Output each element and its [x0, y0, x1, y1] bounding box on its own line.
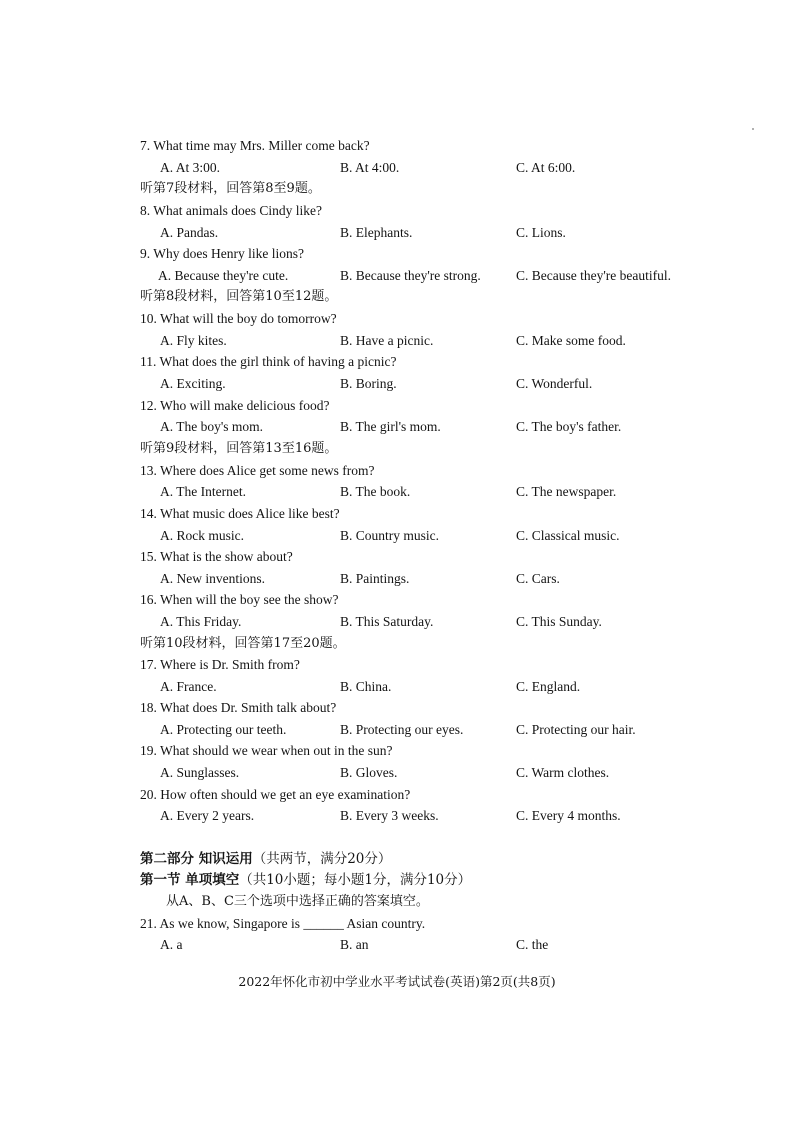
option-a: A. New inventions. [160, 571, 265, 586]
option-a: A. a [160, 937, 183, 952]
part-two-note: （共两节，满分20分） [252, 851, 392, 867]
part-two-heading [140, 849, 391, 869]
option-c: C. Warm clothes. [516, 765, 610, 780]
option-c: C. The newspaper. [516, 484, 617, 499]
options-16 [0, 612, 794, 632]
option-b: B. Because they're strong. [340, 268, 481, 283]
question-17: 17. Where is Dr. Smith from? [140, 657, 300, 672]
option-c: C. Because they're beautiful. [516, 268, 671, 283]
material-instruction-9: 听第9段材料，回答第13至16题。 [140, 441, 338, 456]
option-c: C. At 6:00. [516, 160, 576, 175]
question-20: 20. How often should we get an eye examination? [140, 787, 411, 802]
options-12 [0, 417, 794, 437]
options-18 [0, 720, 794, 740]
question-7: 7. What time may Mrs. Miller come back? [140, 138, 370, 153]
options-14 [0, 526, 794, 546]
option-b: B. The book. [340, 484, 411, 499]
options-19 [0, 763, 794, 783]
option-b: B. Boring. [340, 376, 397, 391]
options-11 [0, 374, 794, 394]
options-21 [0, 935, 794, 955]
option-a: A. Rock music. [160, 528, 244, 543]
option-b: B. This Saturday. [340, 614, 434, 629]
options-20 [0, 806, 794, 826]
option-b: B. Every 3 weeks. [340, 808, 439, 823]
option-c: C. The boy's father. [516, 419, 622, 434]
section-one-instruction: 从A、B、C三个选项中选择正确的答案填空。 [166, 894, 429, 909]
option-a: A. At 3:00. [160, 160, 221, 175]
option-a: A. Every 2 years. [160, 808, 255, 823]
options-15 [0, 569, 794, 589]
section-one-heading [140, 870, 471, 890]
part-two-title: 第二部分 知识运用 [140, 851, 253, 867]
question-14: 14. What music does Alice like best? [140, 506, 340, 521]
material-instruction-8: 听第8段材料，回答第10至12题。 [140, 289, 338, 304]
question-11: 11. What does the girl think of having a picnic? [140, 354, 397, 369]
option-b: B. The girl's mom. [340, 419, 441, 434]
section-one-note: （共10小题；每小题1分，满分10分） [239, 872, 472, 888]
option-a: A. Fly kites. [160, 333, 227, 348]
question-13: 13. Where does Alice get some news from? [140, 463, 375, 478]
section-one-title: 第一节 单项填空 [140, 872, 240, 888]
option-a: A. France. [160, 679, 217, 694]
page-footer: 2022年怀化市初中学业水平考试试卷(英语)第2页(共8页) [238, 974, 556, 989]
options-9 [0, 266, 794, 286]
question-8: 8. What animals does Cindy like? [140, 203, 322, 218]
option-a: A. Exciting. [160, 376, 226, 391]
option-c: C. Protecting our hair. [516, 722, 636, 737]
option-b: B. Gloves. [340, 765, 398, 780]
option-b: B. China. [340, 679, 392, 694]
option-b: B. At 4:00. [340, 160, 400, 175]
option-c: C. Every 4 months. [516, 808, 621, 823]
option-a: A. Sunglasses. [160, 765, 240, 780]
option-c: C. Make some food. [516, 333, 626, 348]
option-b: B. Paintings. [340, 571, 410, 586]
option-b: B. Protecting our eyes. [340, 722, 464, 737]
option-b: B. Have a picnic. [340, 333, 434, 348]
question-18: 18. What does Dr. Smith talk about? [140, 700, 337, 715]
option-b: B. Country music. [340, 528, 440, 543]
options-8 [0, 223, 794, 243]
option-a: A. The boy's mom. [160, 419, 264, 434]
question-16: 16. When will the boy see the show? [140, 592, 339, 607]
question-9: 9. Why does Henry like lions? [140, 246, 304, 261]
material-instruction-7: 听第7段材料，回答第8至9题。 [140, 181, 321, 196]
options-17 [0, 677, 794, 697]
question-19: 19. What should we wear when out in the sun? [140, 743, 393, 758]
option-b: B. an [340, 937, 369, 952]
option-c: C. This Sunday. [516, 614, 602, 629]
question-21: 21. As we know, Singapore is ______ Asian country. [140, 916, 426, 931]
material-instruction-10: 听第10段材料，回答第17至20题。 [140, 636, 346, 651]
option-c: C. England. [516, 679, 581, 694]
option-a: A. Pandas. [160, 225, 219, 240]
option-b: B. Elephants. [340, 225, 413, 240]
question-10: 10. What will the boy do tomorrow? [140, 311, 337, 326]
option-a: A. The Internet. [160, 484, 246, 499]
option-a: A. Because they're cute. [158, 268, 289, 283]
scan-speck [752, 128, 754, 130]
option-c: C. the [516, 937, 549, 952]
question-12: 12. Who will make delicious food? [140, 398, 330, 413]
option-c: C. Classical music. [516, 528, 620, 543]
option-c: C. Cars. [516, 571, 560, 586]
option-a: A. Protecting our teeth. [160, 722, 287, 737]
question-15: 15. What is the show about? [140, 549, 293, 564]
options-7 [0, 158, 794, 178]
option-a: A. This Friday. [160, 614, 242, 629]
options-13 [0, 482, 794, 502]
options-10 [0, 331, 794, 351]
option-c: C. Lions. [516, 225, 566, 240]
option-c: C. Wonderful. [516, 376, 593, 391]
